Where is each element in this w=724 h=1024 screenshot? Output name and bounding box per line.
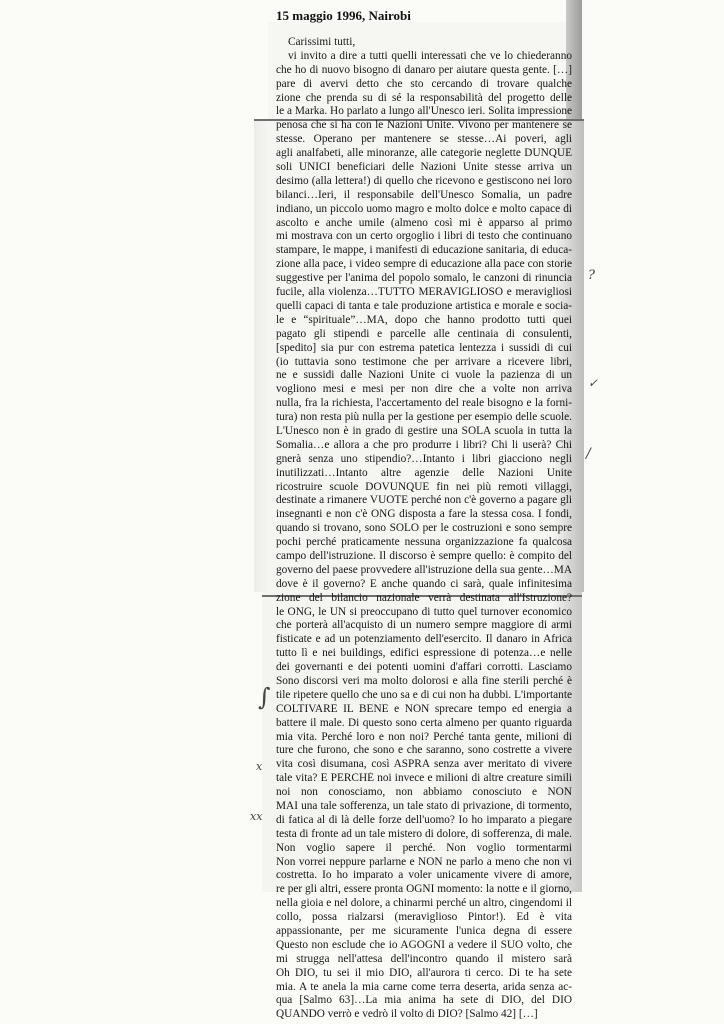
text-line: [spedito] sia pur con estrema patetica lentezza i sussidi di cui: [276, 341, 572, 354]
margin-mark-check: ✓: [588, 376, 599, 390]
text-line: insegnanti e non c'è ONG disposta a fare la stessa cosa. I fondi,: [276, 508, 572, 521]
text-line: L'Unesco non è in grado di gestire una SOLA scuola in tutta la: [276, 424, 572, 437]
text-line: nulla, fra la richiesta, l'accertamento del reale bisogno e la forni-: [276, 397, 572, 410]
text-line: re per gli altri, essere pronta OGNI momento: la notte e il giorno,: [276, 883, 572, 896]
text-line: le e “spirituale”…MA, dopo che hanno prodotto tutti quei: [276, 313, 572, 326]
text-line: le ONG, le UN si preoccupano di tutto quel turnover economico: [276, 605, 572, 618]
text-line: tutto lì e nei buildings, edifici espressione di potenza…e nelle: [276, 647, 572, 660]
margin-mark-bracket: ∫: [258, 683, 271, 711]
text-line: stesse. Operano per mantenere se stesse…Ai poveri, agli: [276, 133, 572, 146]
text-line: inutilizzati…Intanto altre agenzie delle Nazioni Unite: [276, 466, 572, 479]
text-line: dei governanti e dei potenti uomini d'affari corrotti. Lasciamo: [276, 661, 572, 674]
text-line: fisticate e ad un potenziamento dell'esercito. Il danaro in Africa: [276, 633, 572, 646]
text-line: agli analfabeti, alle minoranze, alle categorie neglette DUNQUE: [276, 147, 572, 160]
text-line: Questo non esclude che io AGOGNI a vedere il SUO volto, che: [276, 938, 572, 951]
text-line: vita così disumana, così ASPRA senza aver meritato di vivere: [276, 758, 572, 771]
text-line: mi strugga nell'attesa dell'incontro quando il mistero sarà: [276, 952, 572, 965]
text-line: Somalia…e allora a che pro produrre i libri? Chi li userà? Chi: [276, 438, 572, 451]
margin-mark-slash: /: [586, 446, 591, 462]
text-line: tile ripetere quello che uno sa e di cui non ha dubbi. L'importante: [276, 688, 572, 701]
text-line: mia. A te anela la mia carne come terra deserta, arida senza ac-: [276, 980, 572, 993]
text-line: penosa che si ha con le Nazioni Unite. Vivono per mantenere se: [276, 119, 572, 132]
text-line: pagato gli stipendi e parcelle alle centinaia di consulenti,: [276, 327, 572, 340]
text-line: quando si trovano, sono SOLO per le costruzioni e sono sempre: [276, 522, 572, 535]
text-line: battere il male. Di questo sono certa almeno per quanto riguarda: [276, 716, 572, 729]
text-line: di fatica al di là delle forze dell'uomo? Io ho imparato a piegare: [276, 813, 572, 826]
text-line: Non vorrei neppure parlarne e NON ne parlo a meno che non vi: [276, 855, 572, 868]
text-line: che ho di nuovo bisogno di danaro per aiutare questa gente. […]: [276, 63, 572, 76]
text-line: nella gioia e nel dolore, a chinarmi perché un altro, cingendomi il: [276, 897, 572, 910]
text-line: mia vita. Perché loro e non noi? Perché tanta gente, milioni di: [276, 730, 572, 743]
text-line: noi non conosciamo, non abbiamo conosciuto e NON: [276, 786, 572, 799]
text-line: QUANDO verrò e vedrò il volto di DIO? [Salmo 42] […]: [276, 1008, 538, 1021]
margin-mark-double-cross: xx: [250, 810, 263, 823]
text-line: costretta. Io ho imparato a voler unicamente vivere di amore,: [276, 869, 572, 882]
letter-body: [276, 36, 572, 1022]
text-line: pare di avervi detto che sto cercando di trovare qualche: [276, 77, 572, 90]
text-line: ricostruire scuole DOVUNQUE fin nei più remoti villaggi,: [276, 480, 572, 493]
text-line: desimo (alla lettera!) di quello che ricevono e gestiscono nei loro: [276, 174, 572, 187]
text-line: campo dell'istruzione. Il discorso è sempre quello: è compito del: [276, 549, 572, 562]
text-line: destinate a rimanere VUOTE perché non c'è governo a pagare gli: [276, 494, 572, 507]
text-line: MAI una tale sofferenza, un tale stato di privazione, di tormento,: [276, 800, 572, 812]
text-line: bilanci…Ieri, il responsabile dell'Unesco Somalia, un padre: [276, 188, 572, 201]
text-line: Sono discorsi veri ma molto dolorosi e alla fine sterili perché è: [276, 674, 572, 687]
text-line: ascolto e anche umile (almeno così mi è apparso al primo: [276, 216, 572, 229]
text-line: indiano, un piccolo uomo magro e molto dolce e molto capace di: [276, 202, 572, 215]
text-line: testa di fronte ad un tale mistero di dolore, di sofferenza, di male.: [276, 827, 572, 840]
margin-mark-cross: x: [256, 760, 263, 773]
date-header: 15 maggio 1996, Nairobi: [276, 8, 411, 23]
text-line: appassionante, per me sicuramente l'unica degna di essere: [276, 925, 572, 938]
text-line: quelli capaci di tanta e tale produzione artistica e morale e socia-: [276, 299, 572, 312]
text-line: fucile, alla violenza…TUTTO MERAVIGLIOSO e meravigliosi: [276, 286, 572, 299]
text-line: le a Marka. Ho parlato a lungo all'Unesco ieri. Solita impressione: [276, 105, 572, 118]
text-line: suggestive per l'anima del popolo somalo, le canzoni di rinuncia: [276, 272, 572, 285]
text-line: Non voglio sapere il perché. Non voglio tormentarmi: [276, 841, 572, 854]
text-line: mi mostrava con un certo orgoglio i libri di testo che continuano: [276, 230, 572, 243]
text-line: tale vita? E PERCHÉ noi invece e milioni di altre creature simili: [276, 772, 572, 785]
text-line: COLTIVARE IL BENE e NON sprecare tempo ed energia a: [276, 702, 572, 715]
salutation: Carissimi tutti,: [288, 36, 356, 48]
text-line: pochi perché praticamente nessuna organizzazione fa qualcosa: [276, 536, 572, 549]
text-line: soli UNICI beneficiari delle Nazioni Unite stesse arriva un: [276, 161, 572, 174]
text-line: qua [Salmo 63]…La mia anima ha sete di DIO, del DIO: [276, 994, 572, 1007]
text-line: zione del bilancio nazionale verrà destinata all'Istruzione?: [276, 591, 572, 604]
text-line: collo, possa rialzarsi (meraviglioso Pintor!). Ed è vita: [276, 911, 572, 924]
text-line: dove è il governo? E anche quando ci sarà, quale infinitesima: [276, 577, 572, 590]
text-line: vi invito a dire a tutti quelli interessati che ve lo chiederanno: [288, 49, 572, 62]
text-line: (io tuttavia sono testimone che per arrivare a ricevere libri,: [276, 355, 572, 368]
text-line: stampare, le mappe, i manifesti di educazione sanitaria, di educa-: [276, 244, 572, 257]
text-line: gnerà senza uno stipendio?…Intanto i libri giacciono negli: [276, 452, 572, 465]
text-line: Oh DIO, tu sei il mio DIO, all'aurora ti cerco. Di te ha sete: [276, 966, 572, 979]
text-line: zione che prenda su di sé la responsabilità del progetto delle: [276, 91, 572, 104]
text-line: ture che furono, che sono e che saranno, sono costrette a vivere: [276, 744, 572, 757]
text-line: zione alla pace, i video sempre di educazione alla pace con storie: [276, 258, 572, 271]
text-line: che porterà all'acquisto di un numero sempre maggiore di armi: [276, 619, 572, 632]
text-line: governo del paese provvedere all'istruzione della sua gente…MA: [276, 563, 572, 576]
text-line: tura) non resta più nulla per la gestione per esempio delle scuole.: [276, 411, 572, 424]
margin-mark-question: ?: [588, 268, 595, 283]
text-line: ne e sussidi dalle Nazioni Unite ci vuole la pazienza di un: [276, 369, 572, 382]
text-line: vogliono mesi e mesi per non dire che a volte non arriva: [276, 383, 572, 396]
